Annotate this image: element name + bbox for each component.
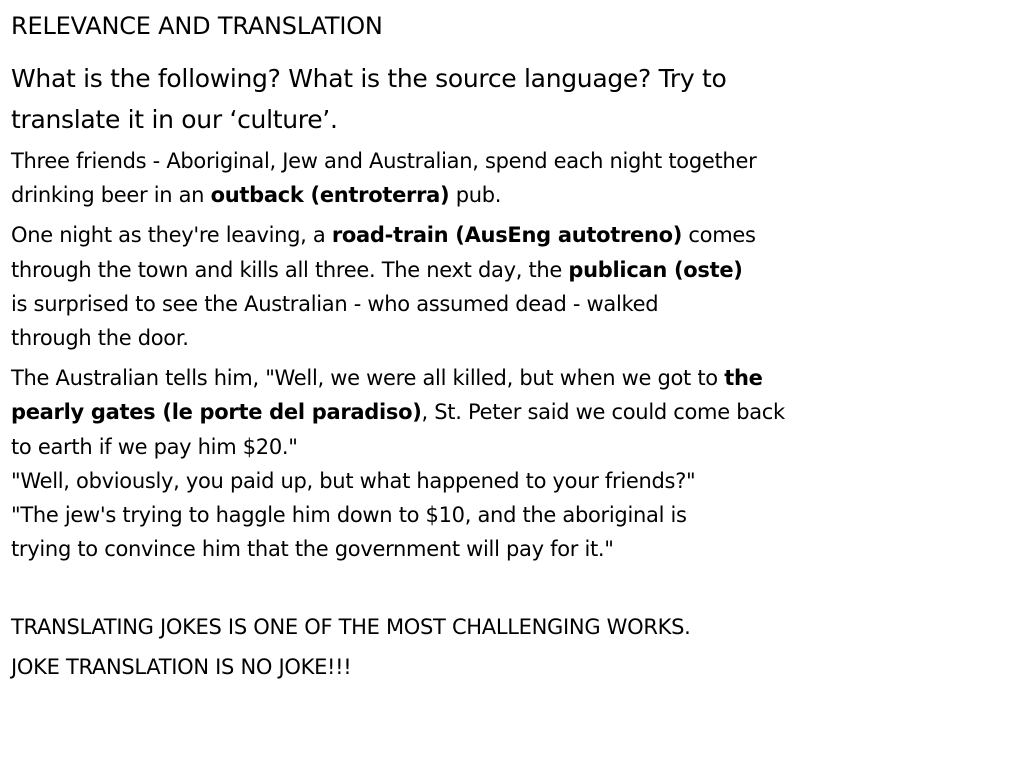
text-run: , St. Peter said we could come back: [421, 400, 785, 425]
question-line: What is the following? What is the source language? Try to: [11, 64, 727, 93]
text-line: through the door.: [11, 326, 189, 351]
text-run: drinking beer in an: [11, 183, 211, 208]
text-run: through the town and kills all three. The next day, the: [11, 257, 569, 282]
text-line: [11, 361, 891, 395]
joke-paragraph-1: [11, 144, 891, 212]
question-line: translate it in our ‘culture’.: [11, 105, 338, 134]
text-line: to earth if we pay him $20.": [11, 434, 298, 459]
text-run: The Australian tells him, "Well, we were all killed, but when we got to: [11, 366, 725, 391]
closing-statement-2: JOKE TRANSLATION IS NO JOKE!!!: [11, 655, 352, 680]
text-line: "The jew's trying to haggle him down to $10, and the aboriginal is: [11, 503, 687, 528]
text-line: [11, 218, 891, 252]
bold-term: outback (entroterra): [210, 183, 450, 208]
bold-term: road-train (AusEng autotreno): [331, 223, 683, 248]
text-line: "Well, obviously, you paid up, but what happened to your friends?": [11, 468, 696, 493]
spacer: [11, 572, 891, 610]
joke-paragraph-2: [11, 218, 891, 355]
slide-content: [11, 58, 891, 690]
bold-term: publican (oste): [568, 257, 743, 282]
text-line: [11, 253, 891, 287]
text-line: trying to convince him that the government will pay for it.": [11, 537, 614, 562]
text-run: One night as they're leaving, a: [11, 223, 332, 248]
text-line: Three friends - Aboriginal, Jew and Australian, spend each night together: [11, 149, 757, 173]
bold-term: the: [724, 366, 763, 391]
text-run: pub.: [449, 183, 502, 208]
bold-term: pearly gates (le porte del paradiso): [11, 400, 422, 425]
joke-paragraph-3: [11, 361, 891, 566]
question-paragraph: [11, 58, 891, 140]
text-run: comes: [682, 223, 756, 248]
text-line: [11, 178, 891, 212]
closing-statement-1: TRANSLATING JOKES IS ONE OF THE MOST CHALLENGING WORKS.: [11, 615, 691, 640]
text-line: [11, 395, 891, 429]
slide-title: RELEVANCE AND TRANSLATION: [11, 12, 383, 40]
text-line: is surprised to see the Australian - who assumed dead - walked: [11, 291, 659, 316]
